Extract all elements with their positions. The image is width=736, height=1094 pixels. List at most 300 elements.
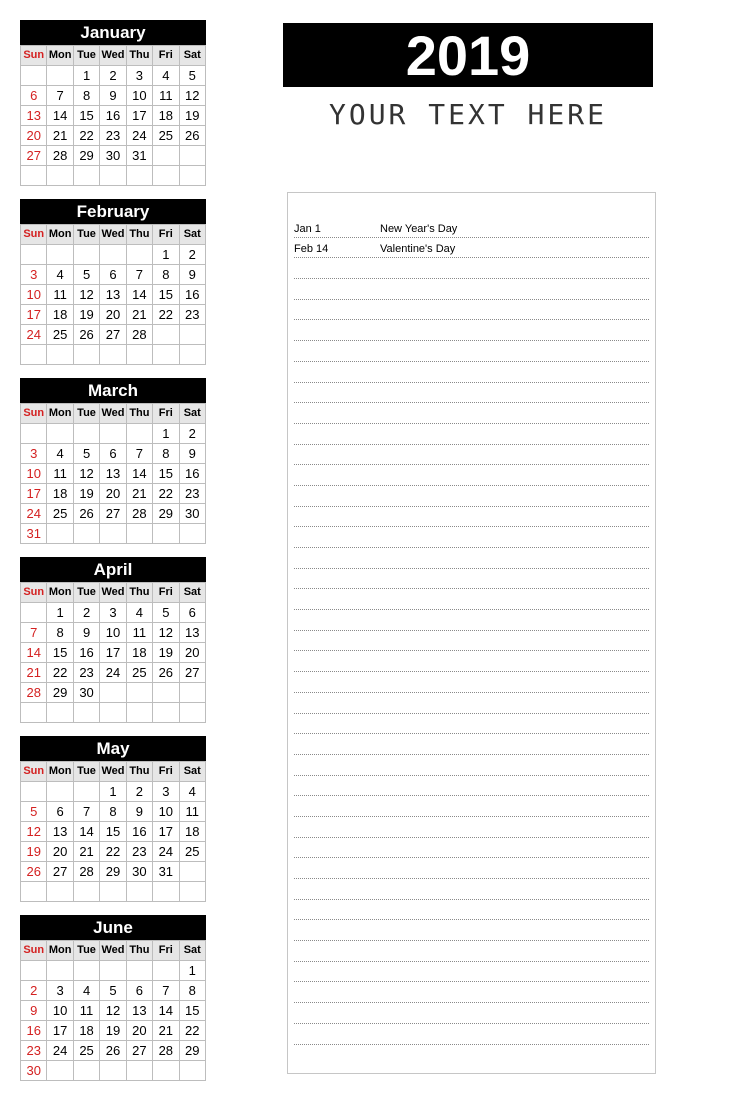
weekday-label: Wed — [100, 941, 126, 961]
day-cell — [126, 166, 152, 186]
day-cell: 24 — [153, 842, 179, 862]
day-cell: 18 — [126, 643, 152, 663]
day-cell: 2 — [126, 782, 152, 802]
day-cell: 19 — [73, 484, 99, 504]
day-cell: 11 — [47, 464, 73, 484]
note-line — [294, 258, 649, 279]
day-cell: 9 — [179, 265, 205, 285]
day-cell: 21 — [126, 305, 152, 325]
weekday-row — [21, 46, 206, 66]
month-name: March — [20, 378, 206, 403]
day-cell: 1 — [153, 245, 179, 265]
day-cell: 22 — [47, 663, 73, 683]
week-row — [21, 1001, 206, 1021]
day-cell — [47, 245, 73, 265]
day-cell: 21 — [21, 663, 47, 683]
week-row — [21, 345, 206, 365]
day-cell — [73, 424, 99, 444]
day-cell — [47, 166, 73, 186]
note-line — [294, 362, 649, 383]
day-cell — [100, 683, 126, 703]
day-cell: 27 — [21, 146, 47, 166]
day-cell: 28 — [126, 504, 152, 524]
note-line — [294, 838, 649, 859]
day-cell: 5 — [153, 603, 179, 623]
day-cell — [153, 345, 179, 365]
note-line — [294, 920, 649, 941]
day-cell: 8 — [47, 623, 73, 643]
day-cell: 4 — [47, 444, 73, 464]
week-row — [21, 265, 206, 285]
day-cell: 23 — [179, 484, 205, 504]
day-cell: 4 — [73, 981, 99, 1001]
weekday-label: Fri — [153, 225, 179, 245]
weekday-label: Thu — [126, 46, 152, 66]
day-cell: 19 — [179, 106, 205, 126]
note-line — [294, 714, 649, 735]
day-cell: 10 — [153, 802, 179, 822]
day-cell: 6 — [100, 444, 126, 464]
week-row — [21, 126, 206, 146]
day-cell: 26 — [73, 325, 99, 345]
day-cell: 3 — [100, 603, 126, 623]
day-cell — [153, 166, 179, 186]
month-calendars — [20, 20, 206, 1094]
weekday-label: Thu — [126, 941, 152, 961]
day-cell: 10 — [47, 1001, 73, 1021]
weekday-label: Thu — [126, 404, 152, 424]
day-cell: 15 — [153, 285, 179, 305]
day-cell — [47, 882, 73, 902]
weekday-label: Sat — [179, 583, 205, 603]
month-june — [20, 915, 206, 1081]
day-cell: 25 — [73, 1041, 99, 1061]
day-cell: 2 — [21, 981, 47, 1001]
day-cell: 22 — [73, 126, 99, 146]
weekday-label: Sun — [21, 941, 47, 961]
week-row — [21, 305, 206, 325]
day-cell: 29 — [47, 683, 73, 703]
day-cell: 27 — [179, 663, 205, 683]
month-name: May — [20, 736, 206, 761]
note-line — [294, 217, 649, 238]
day-cell: 22 — [153, 305, 179, 325]
day-cell — [126, 245, 152, 265]
weekday-label: Tue — [73, 46, 99, 66]
day-cell — [126, 345, 152, 365]
weekday-label: Sun — [21, 46, 47, 66]
day-cell — [126, 882, 152, 902]
day-cell: 12 — [73, 464, 99, 484]
day-cell: 29 — [100, 862, 126, 882]
day-cell: 9 — [100, 86, 126, 106]
day-cell: 20 — [100, 484, 126, 504]
weekday-label: Wed — [100, 583, 126, 603]
day-cell: 30 — [100, 146, 126, 166]
day-cell: 6 — [100, 265, 126, 285]
week-row — [21, 504, 206, 524]
weekday-label: Sat — [179, 46, 205, 66]
day-cell — [100, 166, 126, 186]
day-cell — [179, 146, 205, 166]
day-cell: 6 — [47, 802, 73, 822]
week-row — [21, 663, 206, 683]
week-row — [21, 603, 206, 623]
day-cell: 11 — [153, 86, 179, 106]
weekday-label: Mon — [47, 404, 73, 424]
week-row — [21, 285, 206, 305]
day-cell: 30 — [126, 862, 152, 882]
weekday-label: Mon — [47, 46, 73, 66]
weekday-label: Sun — [21, 762, 47, 782]
note-line — [294, 941, 649, 962]
day-cell: 16 — [21, 1021, 47, 1041]
note-line — [294, 651, 649, 672]
month-name: June — [20, 915, 206, 940]
week-row — [21, 1041, 206, 1061]
day-cell: 13 — [179, 623, 205, 643]
weekday-row — [21, 941, 206, 961]
month-march — [20, 378, 206, 544]
day-cell: 19 — [153, 643, 179, 663]
day-cell — [126, 1061, 152, 1081]
day-cell: 2 — [179, 245, 205, 265]
day-cell: 3 — [153, 782, 179, 802]
day-cell — [153, 1061, 179, 1081]
note-text: Valentine's Day — [380, 243, 456, 256]
day-cell: 20 — [179, 643, 205, 663]
day-cell — [100, 424, 126, 444]
weekday-label: Thu — [126, 583, 152, 603]
note-line — [294, 796, 649, 817]
month-name: April — [20, 557, 206, 582]
subtitle-placeholder: YOUR TEXT HERE — [328, 98, 607, 131]
weekday-label: Tue — [73, 225, 99, 245]
month-grid — [20, 582, 206, 723]
note-line — [294, 569, 649, 590]
day-cell: 7 — [126, 265, 152, 285]
weekday-label: Sun — [21, 583, 47, 603]
week-row — [21, 961, 206, 981]
day-cell — [21, 66, 47, 86]
day-cell: 1 — [47, 603, 73, 623]
week-row — [21, 245, 206, 265]
day-cell: 1 — [153, 424, 179, 444]
day-cell: 31 — [21, 524, 47, 544]
day-cell: 24 — [126, 126, 152, 146]
note-line — [294, 279, 649, 300]
day-cell — [179, 882, 205, 902]
day-cell: 6 — [21, 86, 47, 106]
day-cell: 26 — [179, 126, 205, 146]
day-cell: 14 — [126, 285, 152, 305]
note-line — [294, 776, 649, 797]
month-name: February — [20, 199, 206, 224]
day-cell: 11 — [73, 1001, 99, 1021]
day-cell: 14 — [153, 1001, 179, 1021]
day-cell — [153, 961, 179, 981]
day-cell — [100, 1061, 126, 1081]
weekday-label: Wed — [100, 46, 126, 66]
day-cell: 11 — [47, 285, 73, 305]
day-cell: 24 — [21, 504, 47, 524]
day-cell: 9 — [73, 623, 99, 643]
day-cell: 2 — [179, 424, 205, 444]
day-cell: 27 — [126, 1041, 152, 1061]
day-cell: 16 — [179, 464, 205, 484]
day-cell: 1 — [73, 66, 99, 86]
day-cell — [47, 703, 73, 723]
weekday-label: Mon — [47, 762, 73, 782]
day-cell: 27 — [47, 862, 73, 882]
day-cell: 28 — [21, 683, 47, 703]
week-row — [21, 86, 206, 106]
day-cell: 19 — [100, 1021, 126, 1041]
day-cell: 8 — [153, 265, 179, 285]
weekday-label: Wed — [100, 762, 126, 782]
week-row — [21, 424, 206, 444]
note-line — [294, 486, 649, 507]
week-row — [21, 822, 206, 842]
day-cell: 17 — [21, 484, 47, 504]
note-line — [294, 900, 649, 921]
day-cell: 28 — [126, 325, 152, 345]
day-cell — [126, 961, 152, 981]
weekday-label: Tue — [73, 404, 99, 424]
day-cell — [73, 166, 99, 186]
day-cell — [47, 1061, 73, 1081]
weekday-label: Sun — [21, 404, 47, 424]
day-cell: 11 — [126, 623, 152, 643]
weekday-label: Mon — [47, 225, 73, 245]
note-line — [294, 962, 649, 983]
note-line — [294, 341, 649, 362]
weekday-row — [21, 225, 206, 245]
day-cell — [126, 703, 152, 723]
day-cell — [21, 603, 47, 623]
day-cell: 15 — [153, 464, 179, 484]
note-line — [294, 672, 649, 693]
day-cell: 25 — [179, 842, 205, 862]
day-cell: 14 — [126, 464, 152, 484]
day-cell: 4 — [126, 603, 152, 623]
week-row — [21, 464, 206, 484]
day-cell — [47, 424, 73, 444]
day-cell: 20 — [21, 126, 47, 146]
day-cell — [153, 524, 179, 544]
day-cell: 29 — [179, 1041, 205, 1061]
notes-panel — [287, 192, 656, 1074]
day-cell: 24 — [21, 325, 47, 345]
day-cell — [126, 524, 152, 544]
day-cell: 27 — [100, 504, 126, 524]
day-cell: 6 — [126, 981, 152, 1001]
weekday-label: Tue — [73, 583, 99, 603]
day-cell: 23 — [126, 842, 152, 862]
day-cell: 25 — [47, 325, 73, 345]
day-cell: 10 — [126, 86, 152, 106]
day-cell: 21 — [153, 1021, 179, 1041]
day-cell: 16 — [126, 822, 152, 842]
day-cell — [179, 1061, 205, 1081]
day-cell: 21 — [73, 842, 99, 862]
day-cell: 8 — [73, 86, 99, 106]
note-line — [294, 1024, 649, 1045]
day-cell: 29 — [73, 146, 99, 166]
week-row — [21, 981, 206, 1001]
day-cell: 15 — [100, 822, 126, 842]
note-line — [294, 507, 649, 528]
day-cell — [100, 703, 126, 723]
day-cell: 26 — [100, 1041, 126, 1061]
day-cell — [179, 524, 205, 544]
day-cell — [126, 683, 152, 703]
weekday-row — [21, 583, 206, 603]
week-row — [21, 1061, 206, 1081]
weekday-label: Sat — [179, 762, 205, 782]
day-cell — [47, 524, 73, 544]
note-line — [294, 300, 649, 321]
day-cell: 17 — [21, 305, 47, 325]
week-row — [21, 166, 206, 186]
week-row — [21, 146, 206, 166]
day-cell: 1 — [100, 782, 126, 802]
day-cell: 5 — [179, 66, 205, 86]
day-cell: 13 — [126, 1001, 152, 1021]
day-cell: 23 — [179, 305, 205, 325]
day-cell: 4 — [47, 265, 73, 285]
day-cell: 17 — [100, 643, 126, 663]
week-row — [21, 444, 206, 464]
day-cell: 26 — [73, 504, 99, 524]
day-cell — [47, 782, 73, 802]
day-cell: 19 — [21, 842, 47, 862]
weekday-label: Thu — [126, 762, 152, 782]
day-cell: 9 — [126, 802, 152, 822]
day-cell — [21, 166, 47, 186]
day-cell: 7 — [21, 623, 47, 643]
day-cell: 7 — [153, 981, 179, 1001]
day-cell: 25 — [153, 126, 179, 146]
day-cell: 23 — [21, 1041, 47, 1061]
note-line — [294, 383, 649, 404]
month-february — [20, 199, 206, 365]
day-cell: 15 — [47, 643, 73, 663]
day-cell: 16 — [73, 643, 99, 663]
day-cell: 12 — [21, 822, 47, 842]
day-cell: 15 — [73, 106, 99, 126]
day-cell — [73, 961, 99, 981]
note-line — [294, 527, 649, 548]
day-cell: 15 — [179, 1001, 205, 1021]
week-row — [21, 524, 206, 544]
day-cell: 30 — [21, 1061, 47, 1081]
day-cell: 22 — [153, 484, 179, 504]
day-cell: 9 — [21, 1001, 47, 1021]
day-cell — [21, 245, 47, 265]
day-cell — [153, 683, 179, 703]
day-cell: 11 — [179, 802, 205, 822]
day-cell: 14 — [47, 106, 73, 126]
day-cell: 20 — [100, 305, 126, 325]
day-cell — [73, 703, 99, 723]
day-cell: 31 — [153, 862, 179, 882]
weekday-label: Sat — [179, 941, 205, 961]
week-row — [21, 862, 206, 882]
day-cell: 14 — [21, 643, 47, 663]
note-line — [294, 424, 649, 445]
day-cell — [100, 882, 126, 902]
day-cell — [21, 703, 47, 723]
day-cell — [47, 66, 73, 86]
weekday-row — [21, 762, 206, 782]
day-cell: 7 — [126, 444, 152, 464]
day-cell: 4 — [153, 66, 179, 86]
month-grid — [20, 940, 206, 1081]
day-cell: 23 — [73, 663, 99, 683]
note-line — [294, 693, 649, 714]
note-line — [294, 589, 649, 610]
day-cell — [179, 683, 205, 703]
day-cell — [73, 524, 99, 544]
note-text: New Year's Day — [380, 222, 458, 235]
day-cell — [179, 345, 205, 365]
day-cell: 30 — [73, 683, 99, 703]
day-cell — [21, 424, 47, 444]
note-line — [294, 465, 649, 486]
note-line — [294, 403, 649, 424]
note-line — [294, 755, 649, 776]
day-cell: 27 — [100, 325, 126, 345]
day-cell: 18 — [153, 106, 179, 126]
year-title: 2019 — [283, 23, 653, 87]
day-cell — [179, 325, 205, 345]
note-line — [294, 982, 649, 1003]
weekday-label: Tue — [73, 762, 99, 782]
day-cell: 5 — [100, 981, 126, 1001]
day-cell — [100, 245, 126, 265]
day-cell: 7 — [47, 86, 73, 106]
day-cell — [153, 882, 179, 902]
month-january — [20, 20, 206, 186]
note-line — [294, 610, 649, 631]
note-line — [294, 445, 649, 466]
week-row — [21, 66, 206, 86]
month-grid — [20, 403, 206, 544]
week-row — [21, 106, 206, 126]
day-cell: 17 — [47, 1021, 73, 1041]
note-line — [294, 858, 649, 879]
day-cell — [73, 245, 99, 265]
day-cell — [126, 424, 152, 444]
day-cell: 28 — [73, 862, 99, 882]
day-cell: 6 — [179, 603, 205, 623]
day-cell: 2 — [73, 603, 99, 623]
day-cell: 22 — [179, 1021, 205, 1041]
day-cell: 5 — [73, 444, 99, 464]
day-cell — [47, 961, 73, 981]
day-cell — [21, 345, 47, 365]
month-name: January — [20, 20, 206, 45]
week-row — [21, 1021, 206, 1041]
day-cell: 30 — [179, 504, 205, 524]
note-line — [294, 320, 649, 341]
day-cell — [47, 345, 73, 365]
day-cell — [179, 862, 205, 882]
day-cell: 13 — [21, 106, 47, 126]
day-cell: 8 — [179, 981, 205, 1001]
weekday-row — [21, 404, 206, 424]
